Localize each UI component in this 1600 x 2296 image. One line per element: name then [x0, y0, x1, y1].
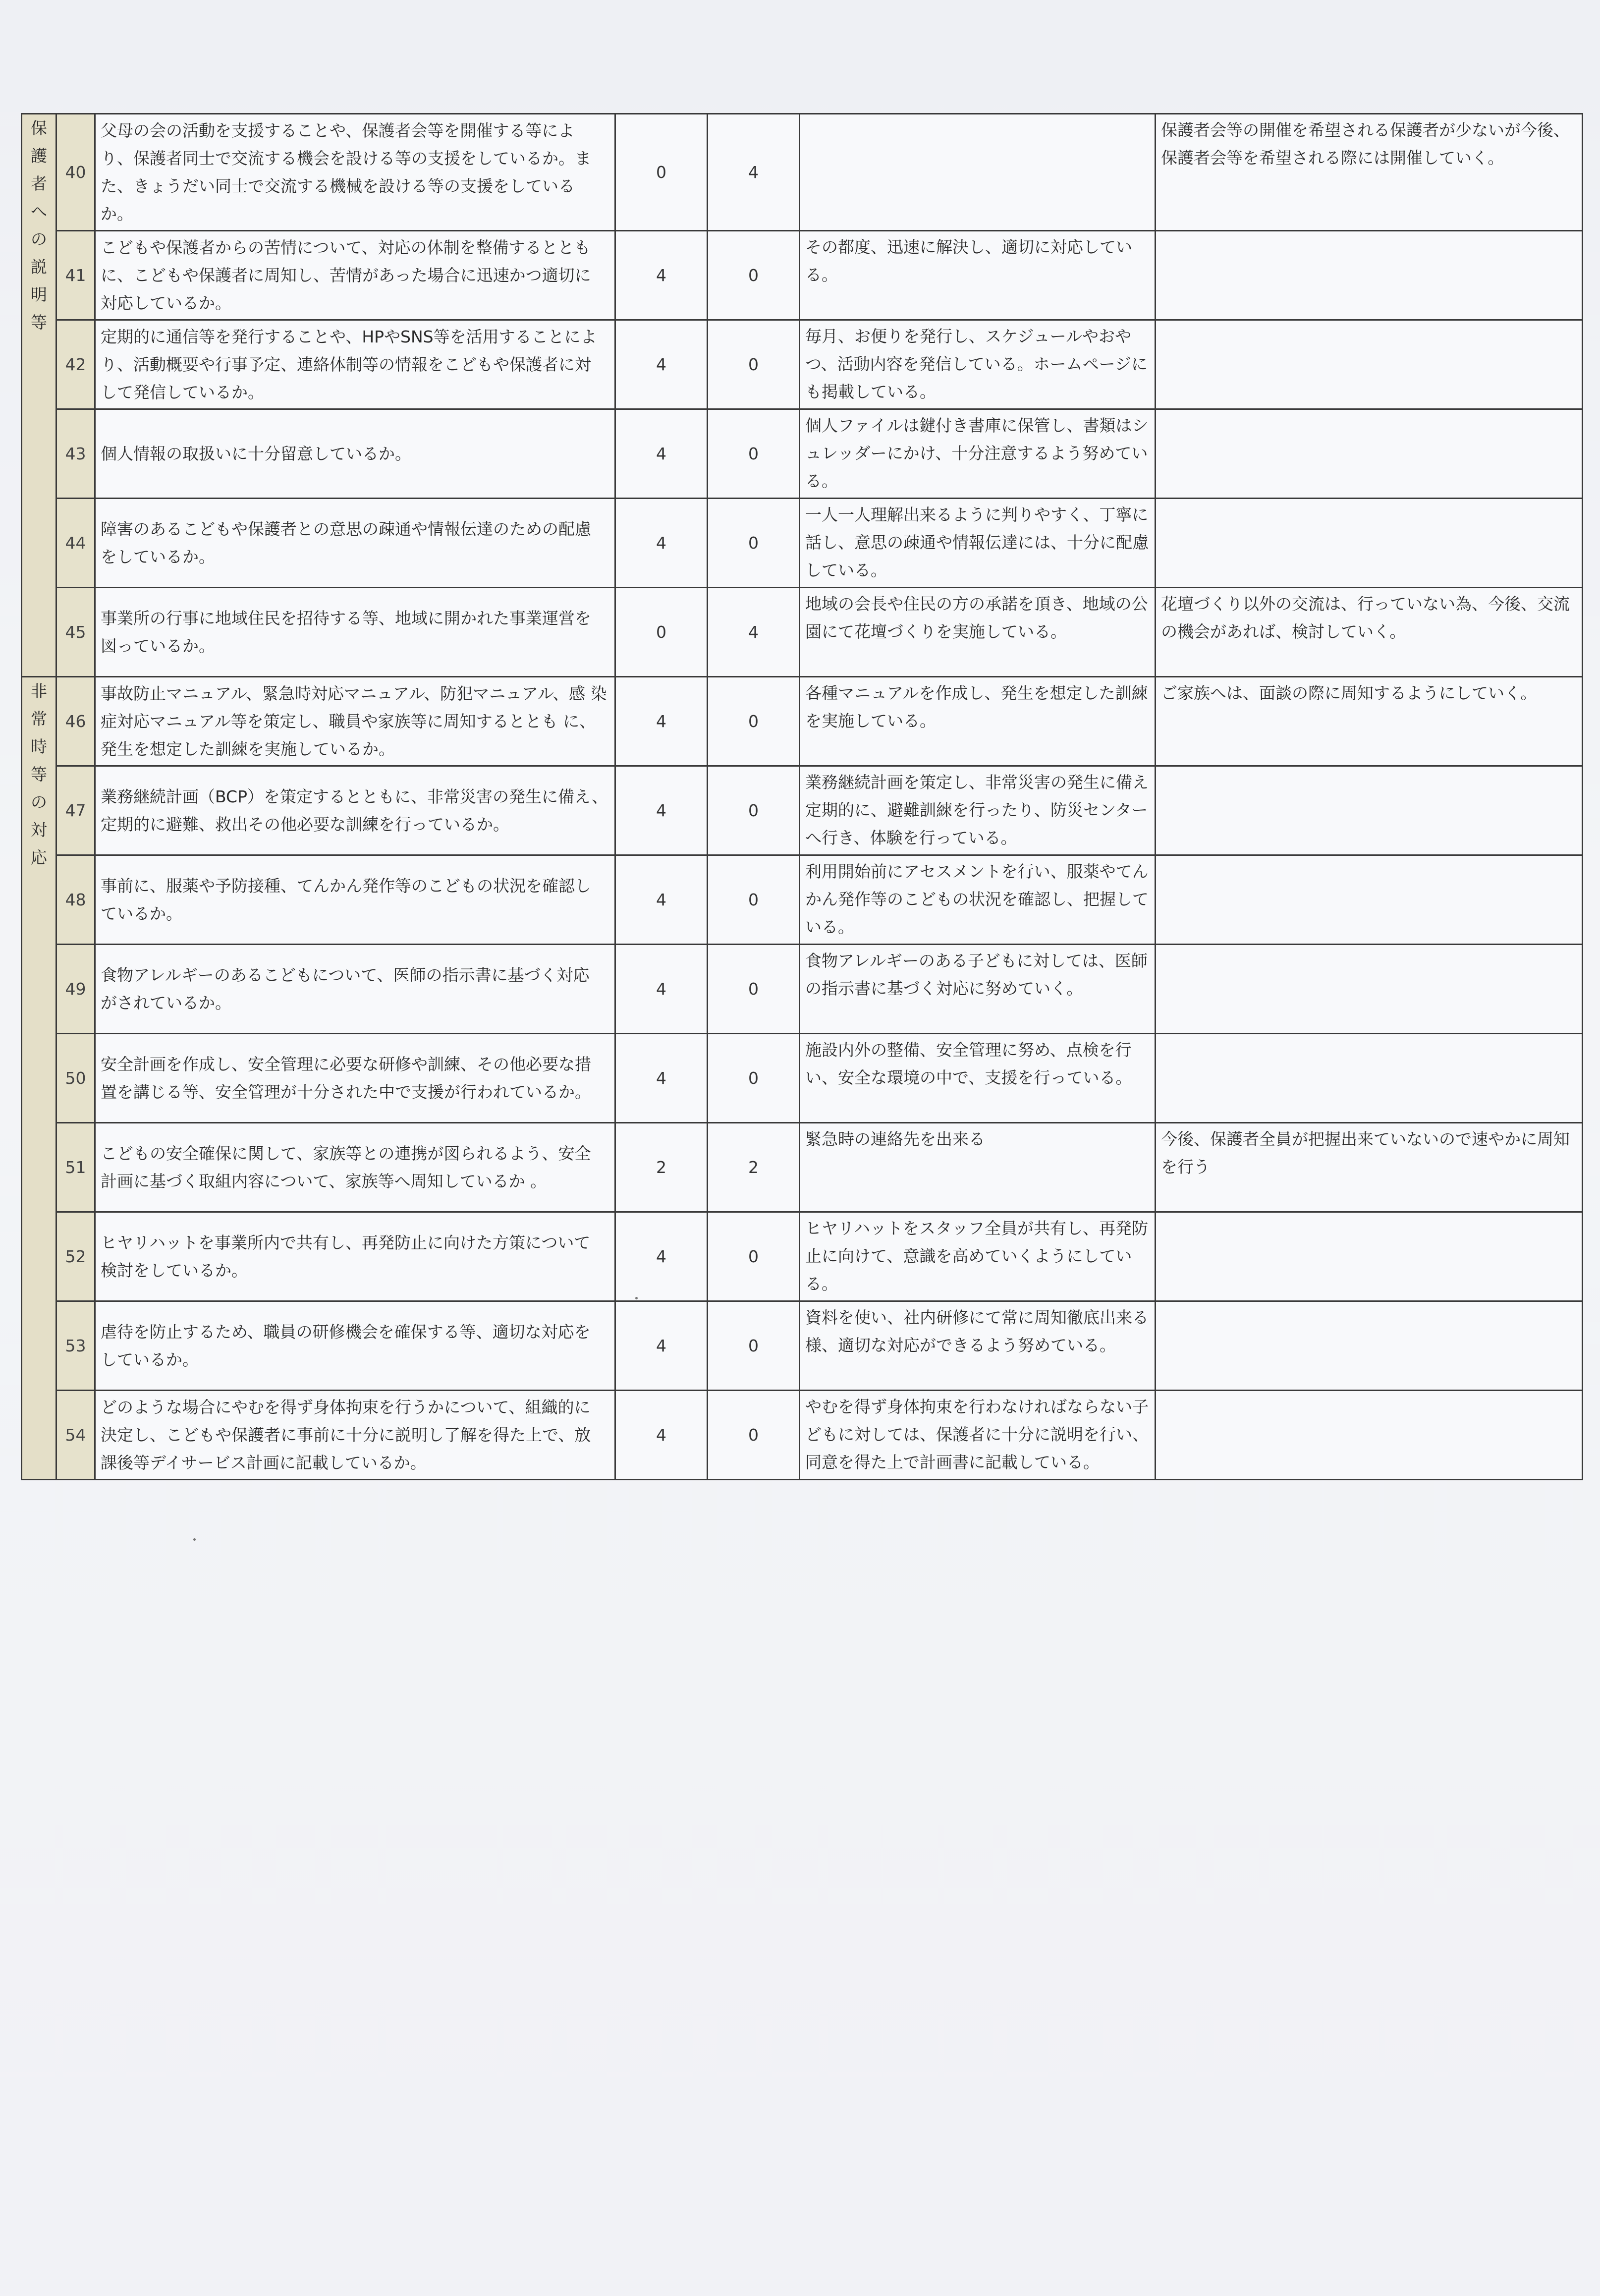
- row-number: 52: [56, 1212, 95, 1301]
- row-number: 45: [56, 588, 95, 677]
- table-row: [22, 588, 1583, 677]
- section-label-char: 時: [31, 737, 47, 756]
- improvement-plan: [1156, 945, 1583, 1034]
- question-text: 障害のあるこどもや保護者との意思の疎通や情報伝達のための配慮 をしているか。: [95, 499, 615, 588]
- no-count: 0: [708, 409, 800, 499]
- status-comment: 地域の会長や住民の方の承諾を頂き、地域の公園にて花壇づくりを実施している。: [800, 588, 1156, 677]
- improvement-plan: [1156, 409, 1583, 499]
- section-label-char: 者: [31, 174, 47, 193]
- yes-count: 4: [615, 320, 708, 409]
- question-text: 事前に、服薬や予防接種、てんかん発作等のこどもの状況を確認し ているか。: [95, 855, 615, 945]
- section-label-char: の: [31, 229, 47, 249]
- table-row: [22, 409, 1583, 499]
- no-count: 2: [708, 1123, 800, 1212]
- status-comment: やむを得ず身体拘束を行わなければならない子どもに対しては、保護者に十分に説明を行い、同意を得た上で計画書に記載している。: [800, 1391, 1156, 1480]
- table-row: [22, 1212, 1583, 1301]
- yes-count: 4: [615, 409, 708, 499]
- section-label-char: 等: [31, 765, 47, 784]
- row-number: 43: [56, 409, 95, 499]
- table-row: [22, 1034, 1583, 1123]
- yes-count: 4: [615, 1212, 708, 1301]
- no-count: 0: [708, 499, 800, 588]
- yes-count: 2: [615, 1123, 708, 1212]
- no-count: 4: [708, 588, 800, 677]
- row-number: 54: [56, 1391, 95, 1480]
- section-label-char: 非: [31, 681, 47, 701]
- improvement-plan: [1156, 766, 1583, 855]
- no-count: 4: [708, 114, 800, 231]
- improvement-plan: 今後、保護者全員が把握出来ていないので速やかに周知を行う: [1156, 1123, 1583, 1212]
- improvement-plan: [1156, 1034, 1583, 1123]
- row-number: 41: [56, 231, 95, 320]
- yes-count: 4: [615, 1301, 708, 1391]
- status-comment: 毎月、お便りを発行し、スケジュールやおやつ、活動内容を発信している。ホームページにも掲載している。: [800, 320, 1156, 409]
- improvement-plan: [1156, 855, 1583, 945]
- improvement-plan: [1156, 320, 1583, 409]
- status-comment: 施設内外の整備、安全管理に努め、点検を行い、安全な環境の中で、支援を行っている。: [800, 1034, 1156, 1123]
- status-comment: 利用開始前にアセスメントを行い、服薬やてんかん発作等のこどもの状況を確認し、把握している。: [800, 855, 1156, 945]
- row-number: 50: [56, 1034, 95, 1123]
- no-count: 0: [708, 1301, 800, 1391]
- yes-count: 4: [615, 945, 708, 1034]
- status-comment: 個人ファイルは鍵付き書庫に保管し、書類はシュレッダーにかけ、十分注意するよう努めている。: [800, 409, 1156, 499]
- question-text: ヒヤリハットを事業所内で共有し、再発防止に向けた方策について 検討をしているか。: [95, 1212, 615, 1301]
- evaluation-table: [21, 113, 1583, 1480]
- question-text: どのような場合にやむを得ず身体拘束を行うかについて、組織的に 決定し、こどもや保護者に事前に十分に説明し了解を得た上で、放 課後等デイサービス計画に記載しているか。: [95, 1391, 615, 1480]
- status-comment: 資料を使い、社内研修にて常に周知徹底出来る様、適切な対応ができるよう努めている。: [800, 1301, 1156, 1391]
- section-label-char: 対: [31, 820, 47, 840]
- table-row: [22, 320, 1583, 409]
- status-comment: ヒヤリハットをスタッフ全員が共有し、再発防止に向けて、意識を高めていくようにしている。: [800, 1212, 1156, 1301]
- status-comment: [800, 114, 1156, 231]
- section-label-char: 応: [31, 848, 47, 867]
- speck-mark: [193, 1538, 196, 1541]
- row-number: 51: [56, 1123, 95, 1212]
- table-row: [22, 855, 1583, 945]
- table-row: [22, 1301, 1583, 1391]
- status-comment: 緊急時の連絡先を出来る: [800, 1123, 1156, 1212]
- status-comment: 各種マニュアルを作成し、発生を想定した訓練を実施している。: [800, 677, 1156, 766]
- no-count: 0: [708, 1391, 800, 1480]
- table-row: [22, 231, 1583, 320]
- question-text: 食物アレルギーのあるこどもについて、医師の指示書に基づく対応 がされているか。: [95, 945, 615, 1034]
- improvement-plan: 保護者会等の開催を希望される保護者が少ないが今後、保護者会等を希望される際には開催していく。: [1156, 114, 1583, 231]
- improvement-plan: [1156, 231, 1583, 320]
- status-comment: 業務継続計画を策定し、非常災害の発生に備え定期的に、避難訓練を行ったり、防災センターへ行き、体験を行っている。: [800, 766, 1156, 855]
- improvement-plan: [1156, 499, 1583, 588]
- section-label-char: 常: [31, 709, 47, 728]
- yes-count: 4: [615, 855, 708, 945]
- question-text: 定期的に通信等を発行することや、HPやSNS等を活用することによ り、活動概要や行事予定、連絡体制等の情報をこどもや保護者に対 して発信しているか。: [95, 320, 615, 409]
- improvement-plan: 花壇づくり以外の交流は、行っていない為、今後、交流の機会があれば、検討していく。: [1156, 588, 1583, 677]
- row-number: 42: [56, 320, 95, 409]
- section-label: [22, 114, 56, 677]
- no-count: 0: [708, 1212, 800, 1301]
- section-label-char: 説: [31, 257, 47, 277]
- question-text: こどもの安全確保に関して、家族等との連携が図られるよう、安全 計画に基づく取組内容について、家族等へ周知しているか 。: [95, 1123, 615, 1212]
- question-text: 個人情報の取扱いに十分留意しているか。: [95, 409, 615, 499]
- section-label: [22, 677, 56, 1480]
- no-count: 0: [708, 766, 800, 855]
- no-count: 0: [708, 1034, 800, 1123]
- yes-count: 4: [615, 231, 708, 320]
- section-label-vertical: [22, 677, 55, 872]
- yes-count: 0: [615, 114, 708, 231]
- section-label-char: 護: [31, 146, 47, 166]
- document-sheet: [21, 113, 1582, 1480]
- no-count: 0: [708, 945, 800, 1034]
- question-text: 虐待を防止するため、職員の研修機会を確保する等、適切な対応を しているか。: [95, 1301, 615, 1391]
- section-label-char: 等: [31, 313, 47, 332]
- status-comment: 一人一人理解出来るように判りやすく、丁寧に話し、意思の疎通や情報伝達には、十分に配慮している。: [800, 499, 1156, 588]
- table-row: [22, 766, 1583, 855]
- row-number: 48: [56, 855, 95, 945]
- row-number: 53: [56, 1301, 95, 1391]
- yes-count: 4: [615, 499, 708, 588]
- yes-count: 4: [615, 1034, 708, 1123]
- question-text: 事業所の行事に地域住民を招待する等、地域に開かれた事業運営を 図っているか。: [95, 588, 615, 677]
- no-count: 0: [708, 855, 800, 945]
- table-row: [22, 499, 1583, 588]
- row-number: 40: [56, 114, 95, 231]
- table-row: [22, 677, 1583, 766]
- speck-mark: [635, 1297, 638, 1299]
- row-number: 44: [56, 499, 95, 588]
- yes-count: 4: [615, 766, 708, 855]
- question-text: 業務継続計画（BCP）を策定するとともに、非常災害の発生に備え、 定期的に避難、救出その他必要な訓練を行っているか。: [95, 766, 615, 855]
- section-label-vertical: [22, 114, 55, 336]
- row-number: 49: [56, 945, 95, 1034]
- no-count: 0: [708, 320, 800, 409]
- no-count: 0: [708, 677, 800, 766]
- status-comment: その都度、迅速に解決し、適切に対応している。: [800, 231, 1156, 320]
- yes-count: 0: [615, 588, 708, 677]
- row-number: 46: [56, 677, 95, 766]
- improvement-plan: [1156, 1391, 1583, 1480]
- no-count: 0: [708, 231, 800, 320]
- status-comment: 食物アレルギーのある子どもに対しては、医師の指示書に基づく対応に努めていく。: [800, 945, 1156, 1034]
- section-label-char: 保: [31, 118, 47, 138]
- question-text: 父母の会の活動を支援することや、保護者会等を開催する等によ り、保護者同士で交流する機会を設ける等の支援をしているか。ま た、きょうだい同士で交流する機械を設ける等の支援をしている か。: [95, 114, 615, 231]
- evaluation-table-body: [22, 114, 1583, 1480]
- table-row: [22, 114, 1583, 231]
- table-row: [22, 945, 1583, 1034]
- section-label-char: 明: [31, 285, 47, 304]
- table-row: [22, 1123, 1583, 1212]
- yes-count: 4: [615, 1391, 708, 1480]
- question-text: 事故防止マニュアル、緊急時対応マニュアル、防犯マニュアル、感 染症対応マニュアル等を策定し、職員や家族等に周知するととも に、発生を想定した訓練を実施しているか。: [95, 677, 615, 766]
- question-text: こどもや保護者からの苦情について、対応の体制を整備するととも に、こどもや保護者に周知し、苦情があった場合に迅速かつ適切に 対応しているか。: [95, 231, 615, 320]
- row-number: 47: [56, 766, 95, 855]
- improvement-plan: [1156, 1301, 1583, 1391]
- improvement-plan: [1156, 1212, 1583, 1301]
- improvement-plan: ご家族へは、面談の際に周知するようにしていく。: [1156, 677, 1583, 766]
- question-text: 安全計画を作成し、安全管理に必要な研修や訓練、その他必要な措 置を講じる等、安全管理が十分された中で支援が行われているか。: [95, 1034, 615, 1123]
- section-label-char: へ: [31, 202, 47, 221]
- yes-count: 4: [615, 677, 708, 766]
- section-label-char: の: [31, 792, 47, 812]
- table-row: [22, 1391, 1583, 1480]
